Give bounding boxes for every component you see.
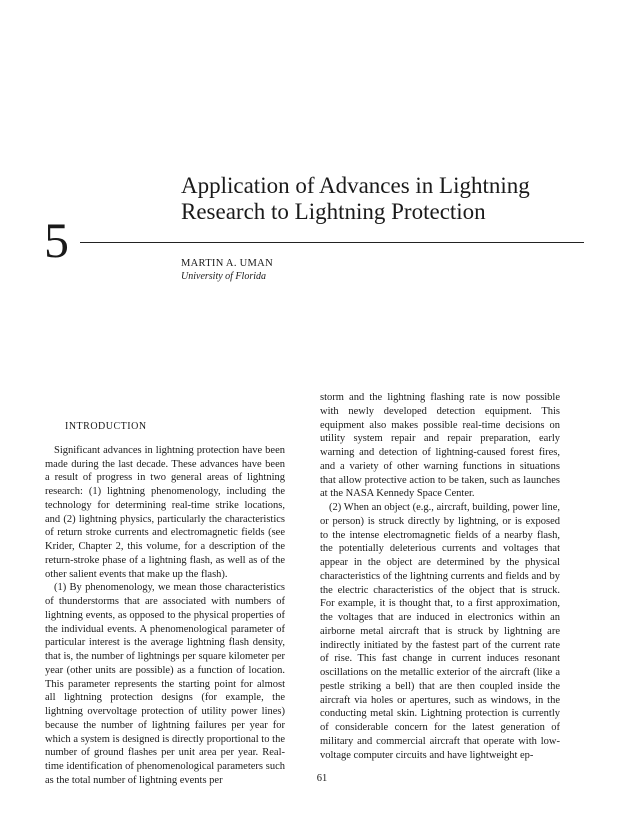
section-heading: INTRODUCTION [65,421,147,432]
chapter-title: Application of Advances in Lightning Research to Lightning Protection [181,173,530,224]
paragraph: (1) By phenomenology, we mean those characteristics of thunderstorms that are associated with numbers of lightning events, as opposed to the physical properties of the individual events. A phenomenological parameter of particular interest is the average lightning flash density, that is, the number of lightnings per square kilometer per year (other units are possible) as a function of location. This parameter represents the starting point for almost all lightning protection designs (for example, the lightning overvoltage protection of utility power lines) because the number of lightning failures per year for which a system is designed is directly proportional to the number of ground flashes per unit area per year. Real-time identification of phenomenological parameters such as the total number of lightning events per [45,582,285,786]
paragraph: storm and the lightning flashing rate is now possible with newly developed detection equipment. This equipment also makes possible real-time decisions on utility system repair and repair preparation, early warning and detection of lightning-caused forest fires, and a variety of other warning functions in situations that allow protective action to be taken, such as launches at the NASA Kennedy Space Center. [320,392,560,500]
left-column [45,420,285,788]
page-number: 61 [316,773,328,784]
chapter-number: 5 [44,212,69,268]
chapter-rule [80,242,584,243]
paragraph: (2) When an object (e.g., aircraft, building, power line, or person) is struck directly by lightning, or is exposed to the intense electromagnetic fields of a nearby flash, the potentially deleterious currents and voltages that appear in the object are determined by the physical characteristics of the lightning currents and fields and by the electric characteristics of the object that is struck. For example, it is thought that, to a first approximation, the voltages that are induced in electronics within an airborne metal aircraft that is struck by lightning are indirectly initiated by the fastest part of the current rate of rise. This fast change in current induces resonant oscillations on the metallic exterior of the aircraft (like a pestle striking a bell) that are then coupled inside the aircraft via holes or apertures, such as windows, in the conducting metal skin. Lightning protection is currently of considerable concern for the latest generation of military and commercial aircraft that operate with low-voltage computer circuits and have lightweight ep- [320,502,560,761]
author-name: MARTIN A. UMAN [181,258,273,269]
paragraph: Significant advances in lightning protection have been made during the last decade. These advances have been a result of progress in two general areas of lightning research: (1) lightning phenomenology, including the technology for determining real-time strike locations, and (2) lightning physics, particularly the characteristics of return stroke currents and electromagnetic fields (see Krider, Chapter 2, this volume, for a description of the return-stroke phase of a lightning flash, as well as of the other salient events that make up the flash). [45,444,285,580]
right-column [320,391,560,762]
author-affiliation: University of Florida [181,271,266,282]
